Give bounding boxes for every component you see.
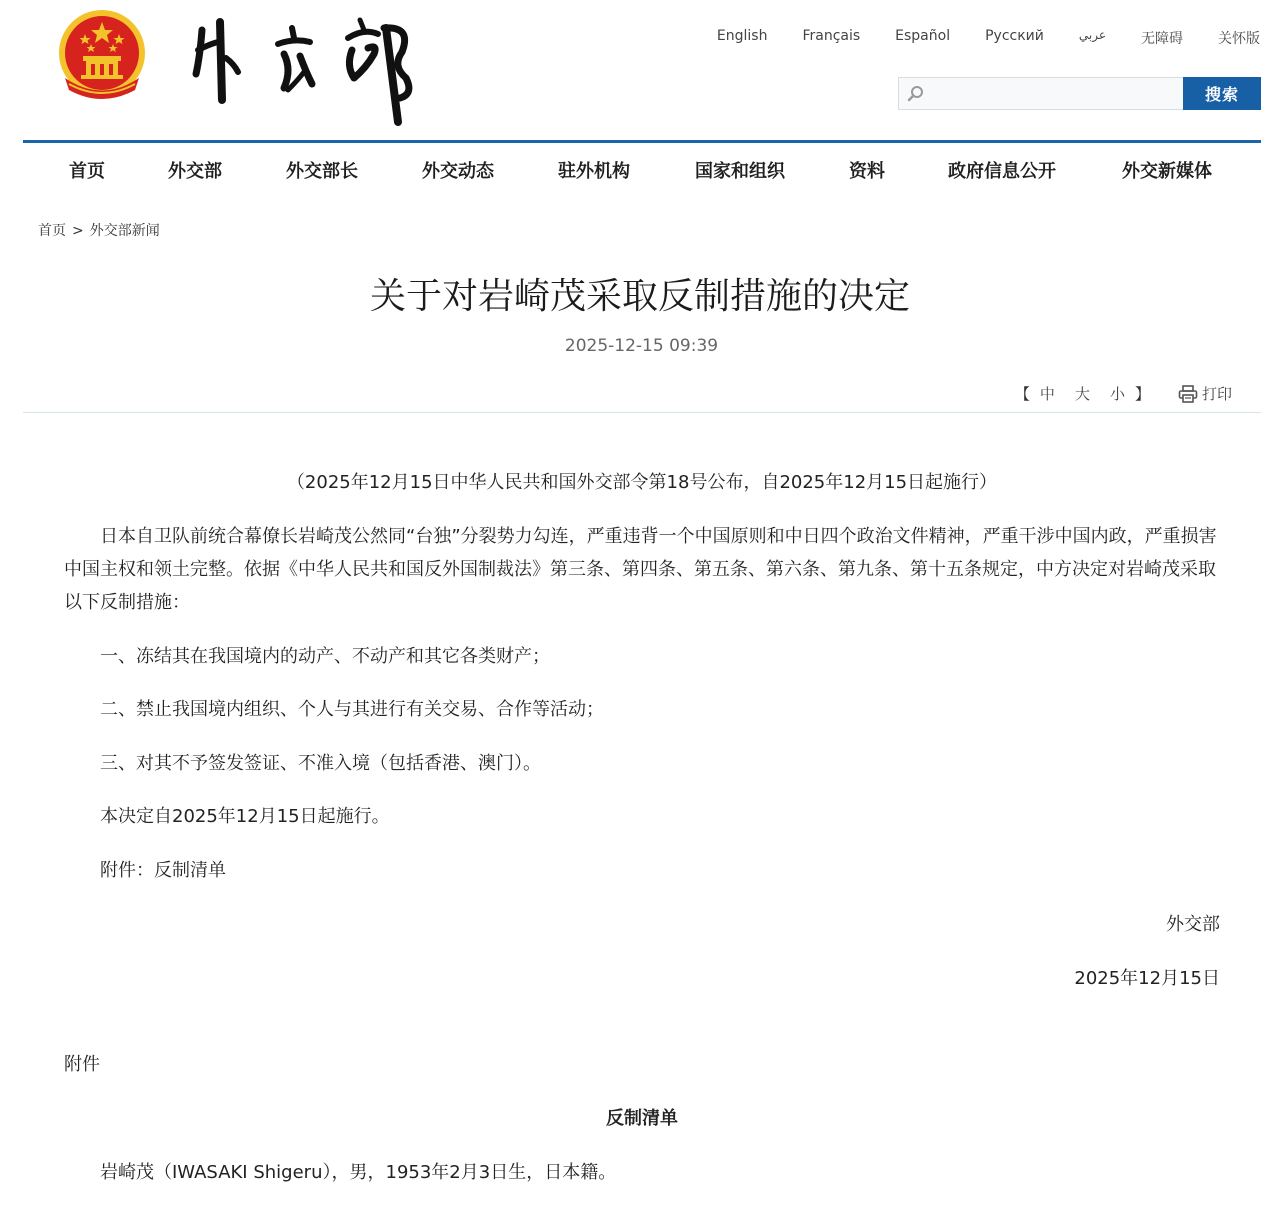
lang-arabic-link[interactable]: عربي <box>1078 28 1106 42</box>
national-emblem-logo[interactable] <box>55 8 149 108</box>
ministry-calligraphy-logo[interactable] <box>188 8 428 128</box>
lang-spanish-link[interactable]: Español <box>895 28 951 44</box>
annex-title: 反制清单 <box>606 1108 678 1129</box>
nav-item-diplomatic-news[interactable]: 外交动态 <box>422 161 494 182</box>
font-size-small-button[interactable]: 小 <box>1109 385 1125 403</box>
accessibility-link[interactable]: 无障碍 <box>1141 31 1183 47</box>
article-subtitle: （2025年12月15日中华人民共和国外交部令第18号公布，自2025年12月15日起施行） <box>286 472 998 493</box>
nav-item-resources[interactable]: 资料 <box>849 161 885 182</box>
annex-entry: 岩崎茂（IWASAKI Shigeru），男，1953年2月3日生，日本籍。 <box>100 1162 617 1183</box>
nav-item-new-media[interactable]: 外交新媒体 <box>1122 161 1212 182</box>
search-icon <box>905 84 925 104</box>
font-size-bracket-open: 【 <box>1014 385 1030 403</box>
print-button[interactable] <box>1178 383 1232 404</box>
article-tools <box>1015 383 1232 404</box>
breadcrumb-current-link[interactable]: 外交部新闻 <box>89 223 160 239</box>
nav-item-minister[interactable]: 外交部长 <box>286 161 358 182</box>
nav-item-countries-orgs[interactable]: 国家和组织 <box>695 161 785 182</box>
lang-french-link[interactable]: Français <box>802 28 861 44</box>
breadcrumb-separator: > <box>72 223 84 239</box>
printer-icon <box>1178 385 1198 403</box>
attachment-reference: 附件：反制清单 <box>100 860 226 881</box>
search-input[interactable] <box>899 78 1183 109</box>
effective-date-paragraph: 本决定自2025年12月15日起施行。 <box>100 806 390 827</box>
measure-item-1: 一、冻结其在我国境内的动产、不动产和其它各类财产； <box>100 646 550 667</box>
site-header <box>0 0 1280 140</box>
elder-care-version-link[interactable]: 关怀版 <box>1218 31 1260 47</box>
language-bar <box>682 28 1260 50</box>
signature-date: 2025年12月15日 <box>1074 968 1220 989</box>
font-size-bracket-close: 】 <box>1134 385 1150 403</box>
nav-item-home[interactable]: 首页 <box>69 161 105 182</box>
print-label: 打印 <box>1201 385 1232 403</box>
article-title: 关于对岩崎茂采取反制措施的决定 <box>369 276 910 317</box>
article-paragraph: 日本自卫队前统合幕僚长岩崎茂公然同“台独”分裂势力勾连，严重违背一个中国原则和中日四个政治文件精神，严重干涉中国内政，严重损害中国主权和领土完整。依据《中华人民共和国反外国制裁法》第三条、第四条、第五条、第六条、第九条、第十五条规定，中方决定对岩崎茂采取以下反制措施： <box>64 526 1217 613</box>
breadcrumb-home-link[interactable]: 首页 <box>38 223 66 239</box>
font-size-large-button[interactable]: 大 <box>1074 385 1090 403</box>
lang-russian-link[interactable]: Русский <box>985 28 1044 44</box>
lang-english-link[interactable]: English <box>716 28 768 44</box>
search-input-wrapper <box>898 77 1183 110</box>
font-size-medium-button[interactable]: 中 <box>1039 385 1055 403</box>
search-bar <box>898 77 1261 110</box>
measure-item-2: 二、禁止我国境内组织、个人与其进行有关交易、合作等活动； <box>100 699 604 720</box>
measure-item-3: 三、对其不予签发签证、不准入境（包括香港、澳门）。 <box>100 753 541 774</box>
search-button[interactable]: 搜索 <box>1183 77 1261 110</box>
content-divider <box>23 412 1261 413</box>
nav-item-gov-info[interactable]: 政府信息公开 <box>948 161 1056 182</box>
annex-label: 附件 <box>64 1054 100 1075</box>
main-nav <box>23 143 1261 195</box>
font-size-control <box>1015 383 1150 404</box>
nav-item-ministry[interactable]: 外交部 <box>168 161 222 182</box>
signature-org: 外交部 <box>1166 914 1220 935</box>
nav-item-missions-abroad[interactable]: 驻外机构 <box>558 161 630 182</box>
article-datetime: 2025-12-15 09:39 <box>564 336 719 356</box>
breadcrumb <box>38 220 160 240</box>
